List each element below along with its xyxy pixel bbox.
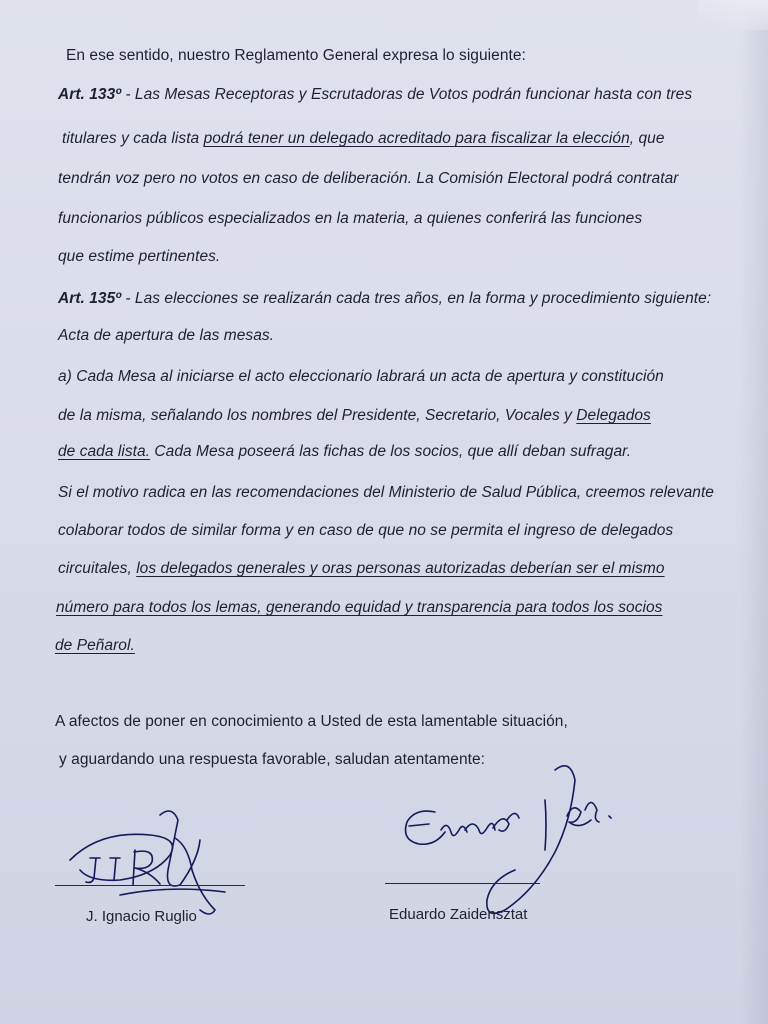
signature-zaidensztat [395, 760, 625, 930]
signatory-name-ruglio: J. Ignacio Ruglio [86, 908, 197, 925]
art133-line-3: tendrán voz pero no votos en caso de deliberación. La Comisión Electoral podrá contratar [58, 170, 679, 187]
art133-line-5: que estime pertinentes. [58, 248, 221, 265]
signature-line-zaidensztat [385, 883, 540, 884]
intro-line: En ese sentido, nuestro Reglamento General expresa lo siguiente: [66, 47, 526, 64]
underlined-de-cada-lista: de cada lista. [58, 443, 151, 460]
art133-line-4: funcionarios públicos especializados en la materia, a quienes conferirá las funciones [58, 210, 643, 227]
underlined-delegate-clause: podrá tener un delegado acreditado para fiscalizar la elección [203, 130, 630, 147]
closing-line-2: y aguardando una respuesta favorable, saludan atentamente: [59, 751, 486, 768]
underlined-numero-lemas: número para todos los lemas, generando equidad y transparencia para todos los socios [56, 599, 663, 616]
page-corner-fold [698, 0, 768, 30]
art135-label: Art. 135º [58, 290, 121, 307]
comment-line-2: colaborar todos de similar forma y en caso de que no se permita el ingreso de delegados [58, 522, 674, 539]
art135-line-3: a) Cada Mesa al iniciarse el acto eleccionario labrará un acta de apertura y constitución [58, 368, 664, 385]
art135-line-1: Art. 135º - Las elecciones se realizarán cada tres años, en la forma y procedimiento siguiente: [58, 290, 712, 307]
signatory-name-zaidensztat: Eduardo Zaidensztat [389, 906, 528, 923]
art133-label: Art. 133º [58, 86, 121, 103]
underlined-delegados: Delegados [576, 407, 651, 424]
art133-line-1: Art. 133º - Las Mesas Receptoras y Escrutadoras de Votos podrán funcionar hasta con tres [58, 86, 693, 103]
comment-line-1: Si el motivo radica en las recomendaciones del Ministerio de Salud Pública, creemos relevante [58, 484, 714, 501]
page-edge-shadow [740, 0, 768, 1024]
comment-line-5 [55, 637, 135, 655]
closing-line-1: A afectos de poner en conocimiento a Usted de esta lamentable situación, [55, 713, 568, 730]
signature-ruglio [60, 800, 260, 920]
art135-line-2: Acta de apertura de las mesas. [58, 327, 275, 344]
art135-line-4: de la misma, señalando los nombres del Presidente, Secretario, Vocales y Delegados [58, 407, 651, 424]
art135-line-5: de cada lista. Cada Mesa poseerá las fichas de los socios, que allí deban sufragar. [58, 443, 632, 460]
comment-line-3: circuitales, los delegados generales y oras personas autorizadas deberían ser el mismo [58, 560, 665, 577]
comment-line-4 [56, 599, 662, 617]
signature-line-ruglio [55, 885, 245, 886]
underlined-de-penarol: de Peñarol. [55, 637, 135, 654]
art133-line-2: titulares y cada lista podrá tener un delegado acreditado para fiscalizar la elección, que [62, 130, 665, 147]
underlined-delegados-generales: los delegados generales y oras personas autorizadas deberían ser el mismo [136, 560, 665, 577]
